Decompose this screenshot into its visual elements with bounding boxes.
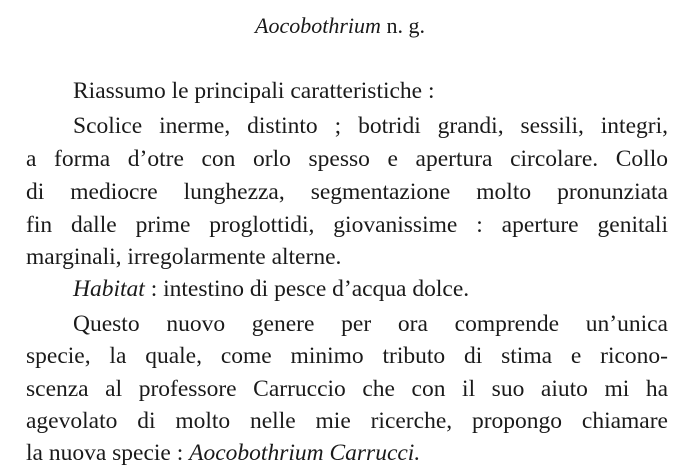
closing-line-2: specie, la quale, come minimo tributo di stima e ricono-	[26, 343, 668, 369]
description-line-2: a forma d’otre con orlo spesso e apertura circolare. Collo	[26, 146, 668, 172]
description-line-4: fin dalle prime proglottidi, giovanissime : aperture genitali	[26, 212, 668, 238]
genus-heading	[0, 12, 680, 40]
habitat-text: : intestino di pesce d’acqua dolce.	[150, 276, 470, 302]
description-line-3: di mediocre lunghezza, segmentazione molto pronunziata	[26, 179, 668, 205]
species-name: Aocobothrium Carrucci.	[189, 440, 421, 466]
intro-line: Riassumo le principali caratteristiche :	[73, 78, 435, 104]
species-intro: la nuova specie :	[26, 440, 184, 466]
description-line-1: Scolice inerme, distinto ; botridi grandi, sessili, integri,	[73, 113, 668, 139]
closing-line-4: agevolato di molto nelle mie ricerche, propongo chiamare	[26, 408, 668, 434]
species-line	[26, 437, 420, 469]
habitat-label: Habitat	[73, 276, 145, 302]
closing-line-3: scenza al professore Carruccio che con il suo aiuto mi ha	[26, 376, 668, 402]
genus-name: Aocobothrium	[255, 13, 381, 38]
closing-line-1: Questo nuovo genere per ora comprende un’unica	[73, 311, 668, 337]
genus-suffix: n. g.	[386, 13, 425, 38]
habitat-line	[73, 273, 469, 305]
description-line-5: marginali, irregolarmente alterne.	[26, 244, 342, 270]
